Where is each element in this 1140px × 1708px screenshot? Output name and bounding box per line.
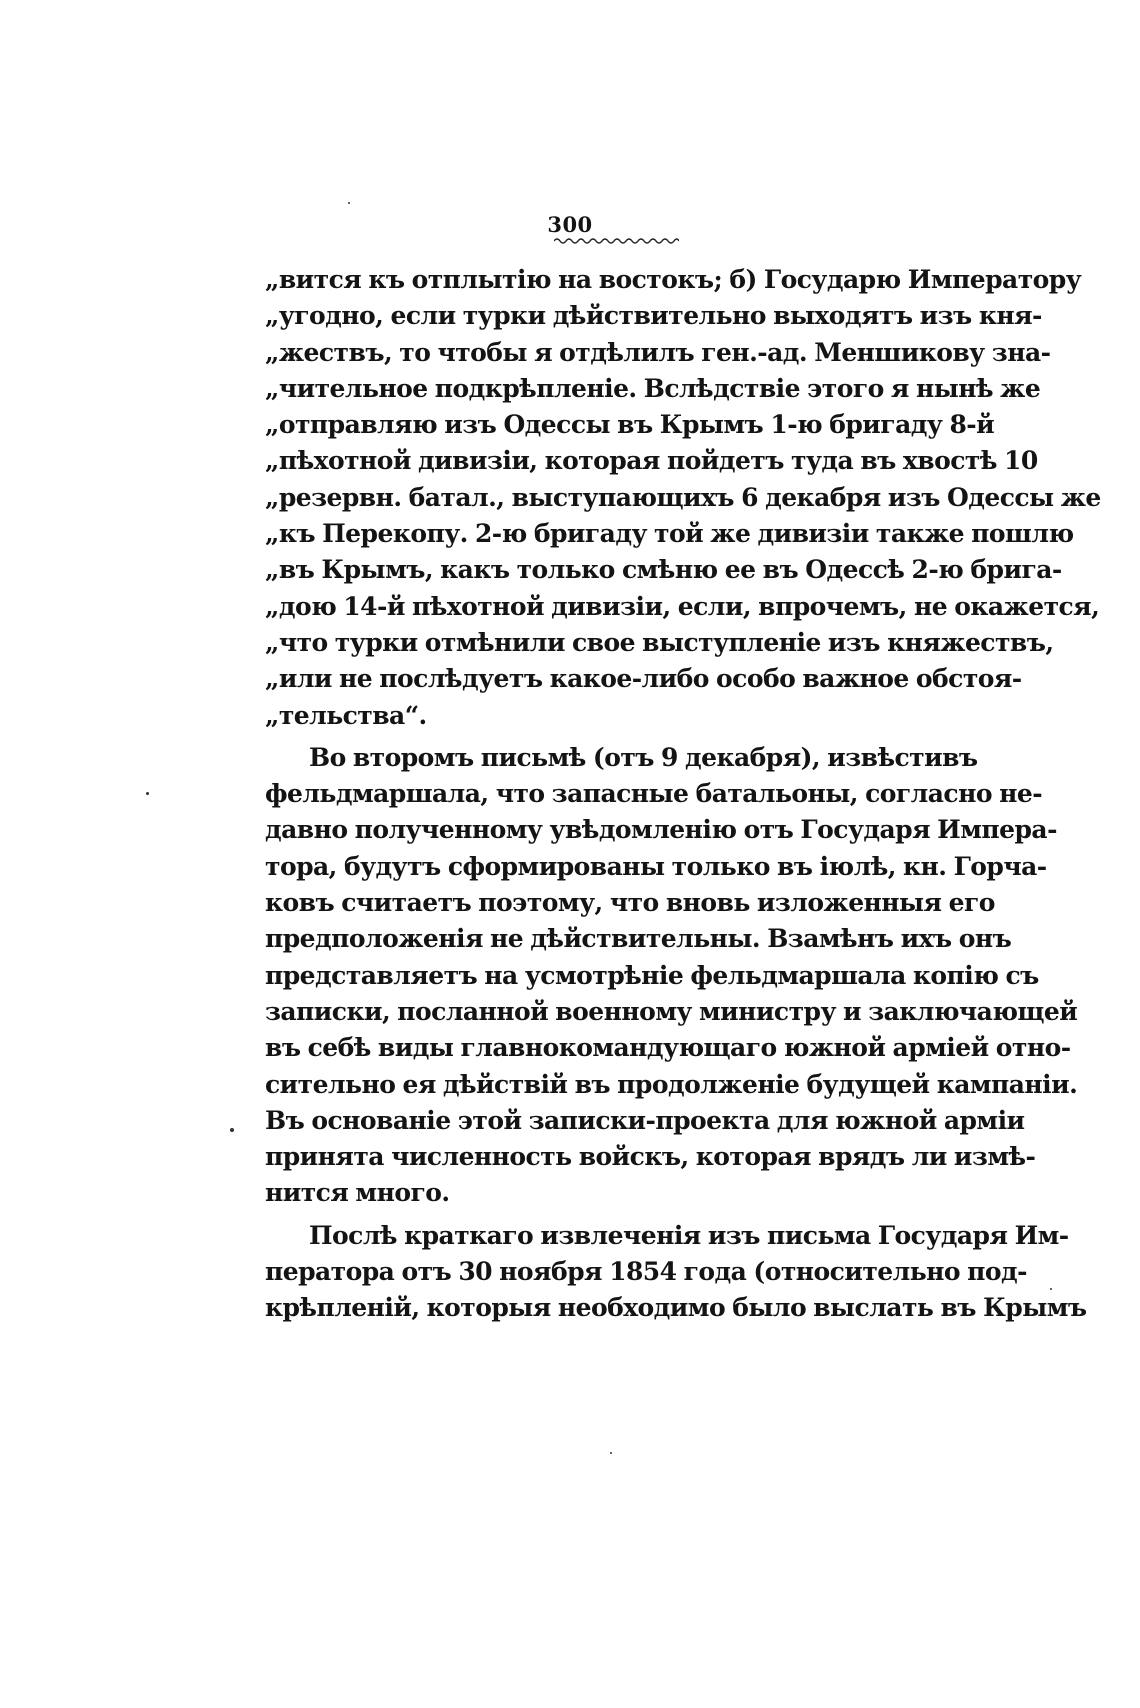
scan-speck (610, 1452, 612, 1454)
scan-speck (1050, 1288, 1052, 1290)
page-number: 300 (547, 212, 593, 237)
text-line: давно полученному увѣдомленію отъ Государя Импера- (265, 815, 1057, 845)
text-line: ковъ считаетъ поэтому, что вновь изложенныя его (265, 888, 995, 918)
text-line: „что турки отмѣнили свое выступленіе изъ княжествъ, (265, 627, 1054, 657)
text-line: принята численность войскъ, которая врядъ ли измѣ- (265, 1142, 1036, 1172)
text-line: Въ основаніе этой записки-проекта для южной арміи (265, 1105, 1025, 1135)
scan-speck (348, 202, 350, 204)
text-line: „въ Крымъ, какъ только смѣню ее въ Одессѣ 2-ю брига- (265, 555, 1062, 585)
paragraph-1 (265, 262, 1101, 734)
text-line: тора, будутъ сформированы только въ іюлѣ, кн. Горча- (265, 851, 1047, 881)
scan-speck (230, 1128, 234, 1132)
text-line: „пѣхотной дивизіи, которая пойдетъ туда въ хвостѣ 10 (265, 446, 1038, 476)
text-line: „чительное подкрѣпленіе. Вслѣдствіе этого я нынѣ же (265, 373, 1041, 403)
text-line: фельдмаршала, что запасные батальоны, согласно не- (265, 779, 1043, 809)
text-line: предположенія не дѣйствительны. Взамѣнъ ихъ онъ (265, 924, 1012, 954)
text-line: „угодно, если турки дѣйствительно выходятъ изъ кня- (265, 301, 1042, 331)
text-line: „тельства“. (265, 700, 427, 730)
text-line: нится много. (265, 1178, 450, 1208)
text-line: „или не послѣдуетъ какое-либо особо важное обстоя- (265, 664, 1022, 694)
body-text (265, 262, 1101, 1327)
paragraph-2 (265, 740, 1078, 1212)
text-line: Послѣ краткаго извлеченія изъ письма Государя Им- (309, 1220, 1069, 1250)
text-line: „дою 14-й пѣхотной дивизіи, если, впрочемъ, не окажется, (265, 591, 1100, 621)
wavy-ornament-icon (554, 234, 679, 248)
text-line: записки, посланной военному министру и заключающей (265, 996, 1078, 1026)
text-line: въ себѣ виды главнокомандующаго южной арміей отно- (265, 1033, 1071, 1063)
text-line: сительно ея дѣйствій въ продолженіе будущей кампаніи. (265, 1069, 1078, 1099)
text-line: ператора отъ 30 ноября 1854 года (относительно под- (265, 1257, 1027, 1287)
text-line: „отправляю изъ Одессы въ Крымъ 1-ю бригаду 8-й (265, 410, 995, 440)
text-line: „къ Перекопу. 2-ю бригаду той же дивизіи также пошлю (265, 519, 1074, 549)
paragraph-3 (265, 1218, 1087, 1327)
text-line: „вится къ отплытію на востокъ; б) Государю Императору (265, 265, 1082, 294)
text-line: крѣпленій, которыя необходимо было выслать въ Крымъ (265, 1293, 1087, 1323)
text-line: „жествъ, то чтобы я отдѣлилъ ген.-ад. Меншикову зна- (265, 337, 1051, 367)
text-line: „резервн. батал., выступающихъ 6 декабря изъ Одессы же (265, 482, 1101, 512)
text-line: представляетъ на усмотрѣніе фельдмаршала копію съ (265, 960, 1039, 990)
text-line: Во второмъ письмѣ (отъ 9 декабря), извѣстивъ (309, 742, 978, 772)
scan-speck (146, 792, 149, 795)
